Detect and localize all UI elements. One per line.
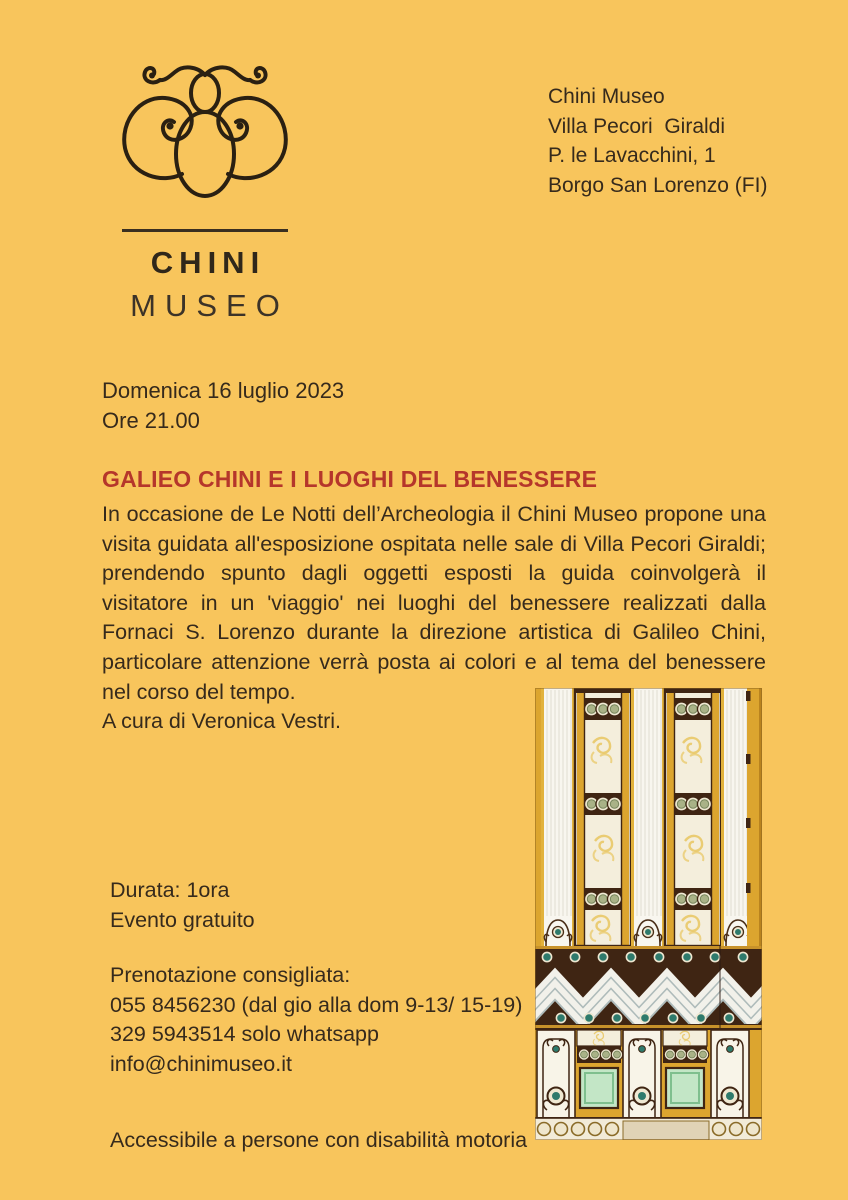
curator-line: A cura di Veronica Vestri. bbox=[102, 709, 342, 734]
address-line: Villa Pecori Giraldi bbox=[548, 114, 726, 138]
price-line: Evento gratuito bbox=[110, 907, 255, 932]
museum-address bbox=[548, 82, 767, 200]
event-date: Domenica 16 luglio 2023 bbox=[102, 378, 345, 403]
address-line: P. le Lavacchini, 1 bbox=[548, 144, 716, 167]
logo-title: CHINI bbox=[150, 244, 266, 280]
spacer bbox=[110, 935, 522, 961]
logo-subtitle: MUSEO bbox=[130, 287, 289, 323]
logo-divider bbox=[122, 229, 288, 232]
event-datetime bbox=[102, 376, 344, 436]
event-time: Ore 21.00 bbox=[102, 408, 200, 433]
address-line: Chini Museo bbox=[548, 85, 665, 108]
museum-logo bbox=[116, 62, 294, 324]
phone-line-1: 055 8456230 (dal gio alla dom 9-13/ 15-19) bbox=[110, 992, 523, 1017]
ceramic-tile-artwork bbox=[535, 688, 762, 1140]
event-description: In occasione de Le Notti dell’Archeologia il Chini Museo propone una visita guidata all'esposizione ospitata nelle sale di Villa Pecori Giraldi; prendendo spunto dagli oggetti esposti la guida coinvolgerà il visitatore in un 'viaggio' nei luoghi del benessere realizzati dalla Fornaci S. Lorenzo durante la direzione artistica di Galileo Chini, particolare attenzione verrà posta ai colori e al tema del benessere nel corso del tempo. bbox=[102, 502, 766, 704]
phone-line-2: 329 5943514 solo whatsapp bbox=[110, 1022, 379, 1046]
accessibility-note: Accessibile a persone con disabilità motoria bbox=[110, 1128, 528, 1152]
event-details bbox=[110, 876, 522, 1079]
email-line: info@chinimuseo.it bbox=[110, 1051, 292, 1076]
ram-spiral-logo-icon bbox=[116, 62, 294, 210]
address-line: Borgo San Lorenzo (FI) bbox=[548, 173, 768, 197]
event-title: GALIEO CHINI E I LUOGHI DEL BENESSERE bbox=[102, 466, 598, 493]
ceramic-tile-photo bbox=[535, 688, 762, 1140]
duration-line: Durata: 1ora bbox=[110, 878, 230, 902]
booking-heading: Prenotazione consigliata: bbox=[110, 963, 351, 987]
